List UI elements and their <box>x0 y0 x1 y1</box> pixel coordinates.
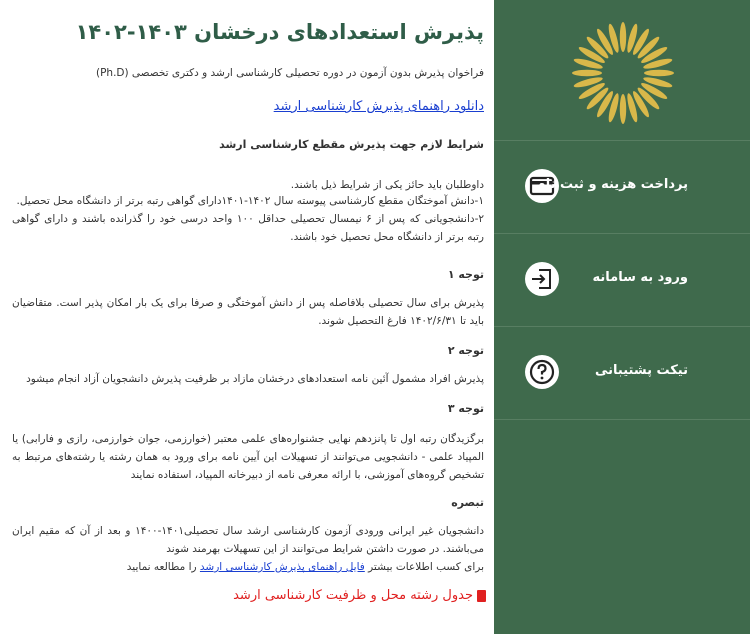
pdf-icon <box>477 590 486 602</box>
question-icon <box>524 354 560 390</box>
note-heading: توجه ۳ <box>447 402 484 415</box>
capacity-table-link[interactable] <box>233 588 486 603</box>
remark-info-after: را مطالعه نمایید <box>126 561 197 573</box>
sidebar <box>494 0 750 634</box>
university-logo-icon <box>568 18 678 128</box>
sidebar-item-ticket[interactable] <box>494 326 750 416</box>
remark-heading: تبصره <box>451 496 484 509</box>
sidebar-item-login[interactable] <box>494 233 750 323</box>
condition-line: ۱-دانش آموختگان مقطع کارشناسی پیوسته سال ۱۴۰۲-۱۴۰۱دارای گواهی رتبه برتر از دانشگاه محل تحصیل. <box>16 195 484 207</box>
note-heading: توجه ۲ <box>447 344 484 357</box>
sidebar-item-label: تیکت پشتیبانی <box>595 363 688 378</box>
page-title: پذیرش استعدادهای درخشان ۱۴۰۳-۱۴۰۲ <box>75 20 484 44</box>
download-guide-link[interactable]: دانلود راهنمای پذیرش کارشناسی ارشد <box>273 99 484 114</box>
conditions-heading: شرایط لازم جهت پذیرش مقطع کارشناسی ارشد <box>219 138 484 151</box>
sidebar-empty-area <box>494 419 750 634</box>
condition-line: داوطلبان باید حائز یکی از شرایط ذیل باشند. <box>290 179 484 191</box>
condition-line: ۲-دانشجویانی که پس از ۶ نیمسال تحصیلی حداقل ۱۰۰ واحد درسی خود را گذرانده باشند و دارای گواهی رتبه برتر از دانشگاه محل تحصیل خود باشند. <box>12 213 484 243</box>
login-icon <box>524 261 560 297</box>
sidebar-item-label: پرداخت هزینه و ثبت نام <box>536 177 688 192</box>
remark-info <box>12 558 484 576</box>
remark-info-before: برای کسب اطلاعات بیشتر <box>368 561 484 573</box>
remark-text: دانشجویان غیر ایرانی ورودی آزمون کارشناسی ارشد سال تحصیلی۱۴۰۱-۱۴۰۰ و بعد از آن که مقیم ایران می‌باشند. در صورت داشتن شرایط می‌توانند از این تسهیلات بهرمند شوند <box>12 525 484 555</box>
guide-file-link[interactable]: فایل راهنمای پذیرش کارشناسی ارشد <box>199 561 365 573</box>
intro-text: فراخوان پذیرش بدون آزمون در دوره تحصیلی کارشناسی ارشد و دکتری تخصصی (Ph.D) <box>95 67 484 79</box>
sidebar-item-label: ورود به سامانه <box>592 270 688 285</box>
note-text: پذیرش برای سال تحصیلی بلافاصله پس از دانش آموختگی و صرفا برای یک بار امکان پذیر است. متقاضیان باید تا ۱۴۰۲/۶/۳۱ فارغ التحصیل شوند. <box>12 297 484 327</box>
note-text: برگزیدگان رتبه اول تا پانزدهم نهایی جشنواره‌های علمی معتبر (خوارزمی، جوان خوارزمی، رازی و فارابی) یا المپیاد علمی - دانشجویی می‌توانند از تسهیلات این آیین نامه برای ورود به همان رشته یا رشته‌های مرتبط به تشخیص گروه‌های آموزشی، با ارائه معرفی نامه از دبیرخانه المپیاد، استفاده نمایند <box>12 433 484 481</box>
note-text: پذیرش افراد مشمول آئین نامه استعدادهای درخشان مازاد بر ظرفیت پذیرش دانشجویان آزاد انجام میشود <box>26 373 484 385</box>
sidebar-item-payment[interactable] <box>494 140 750 230</box>
capacity-table-label: جدول رشته محل و ظرفیت کارشناسی ارشد <box>233 588 473 603</box>
note-heading: توجه ۱ <box>447 268 484 281</box>
